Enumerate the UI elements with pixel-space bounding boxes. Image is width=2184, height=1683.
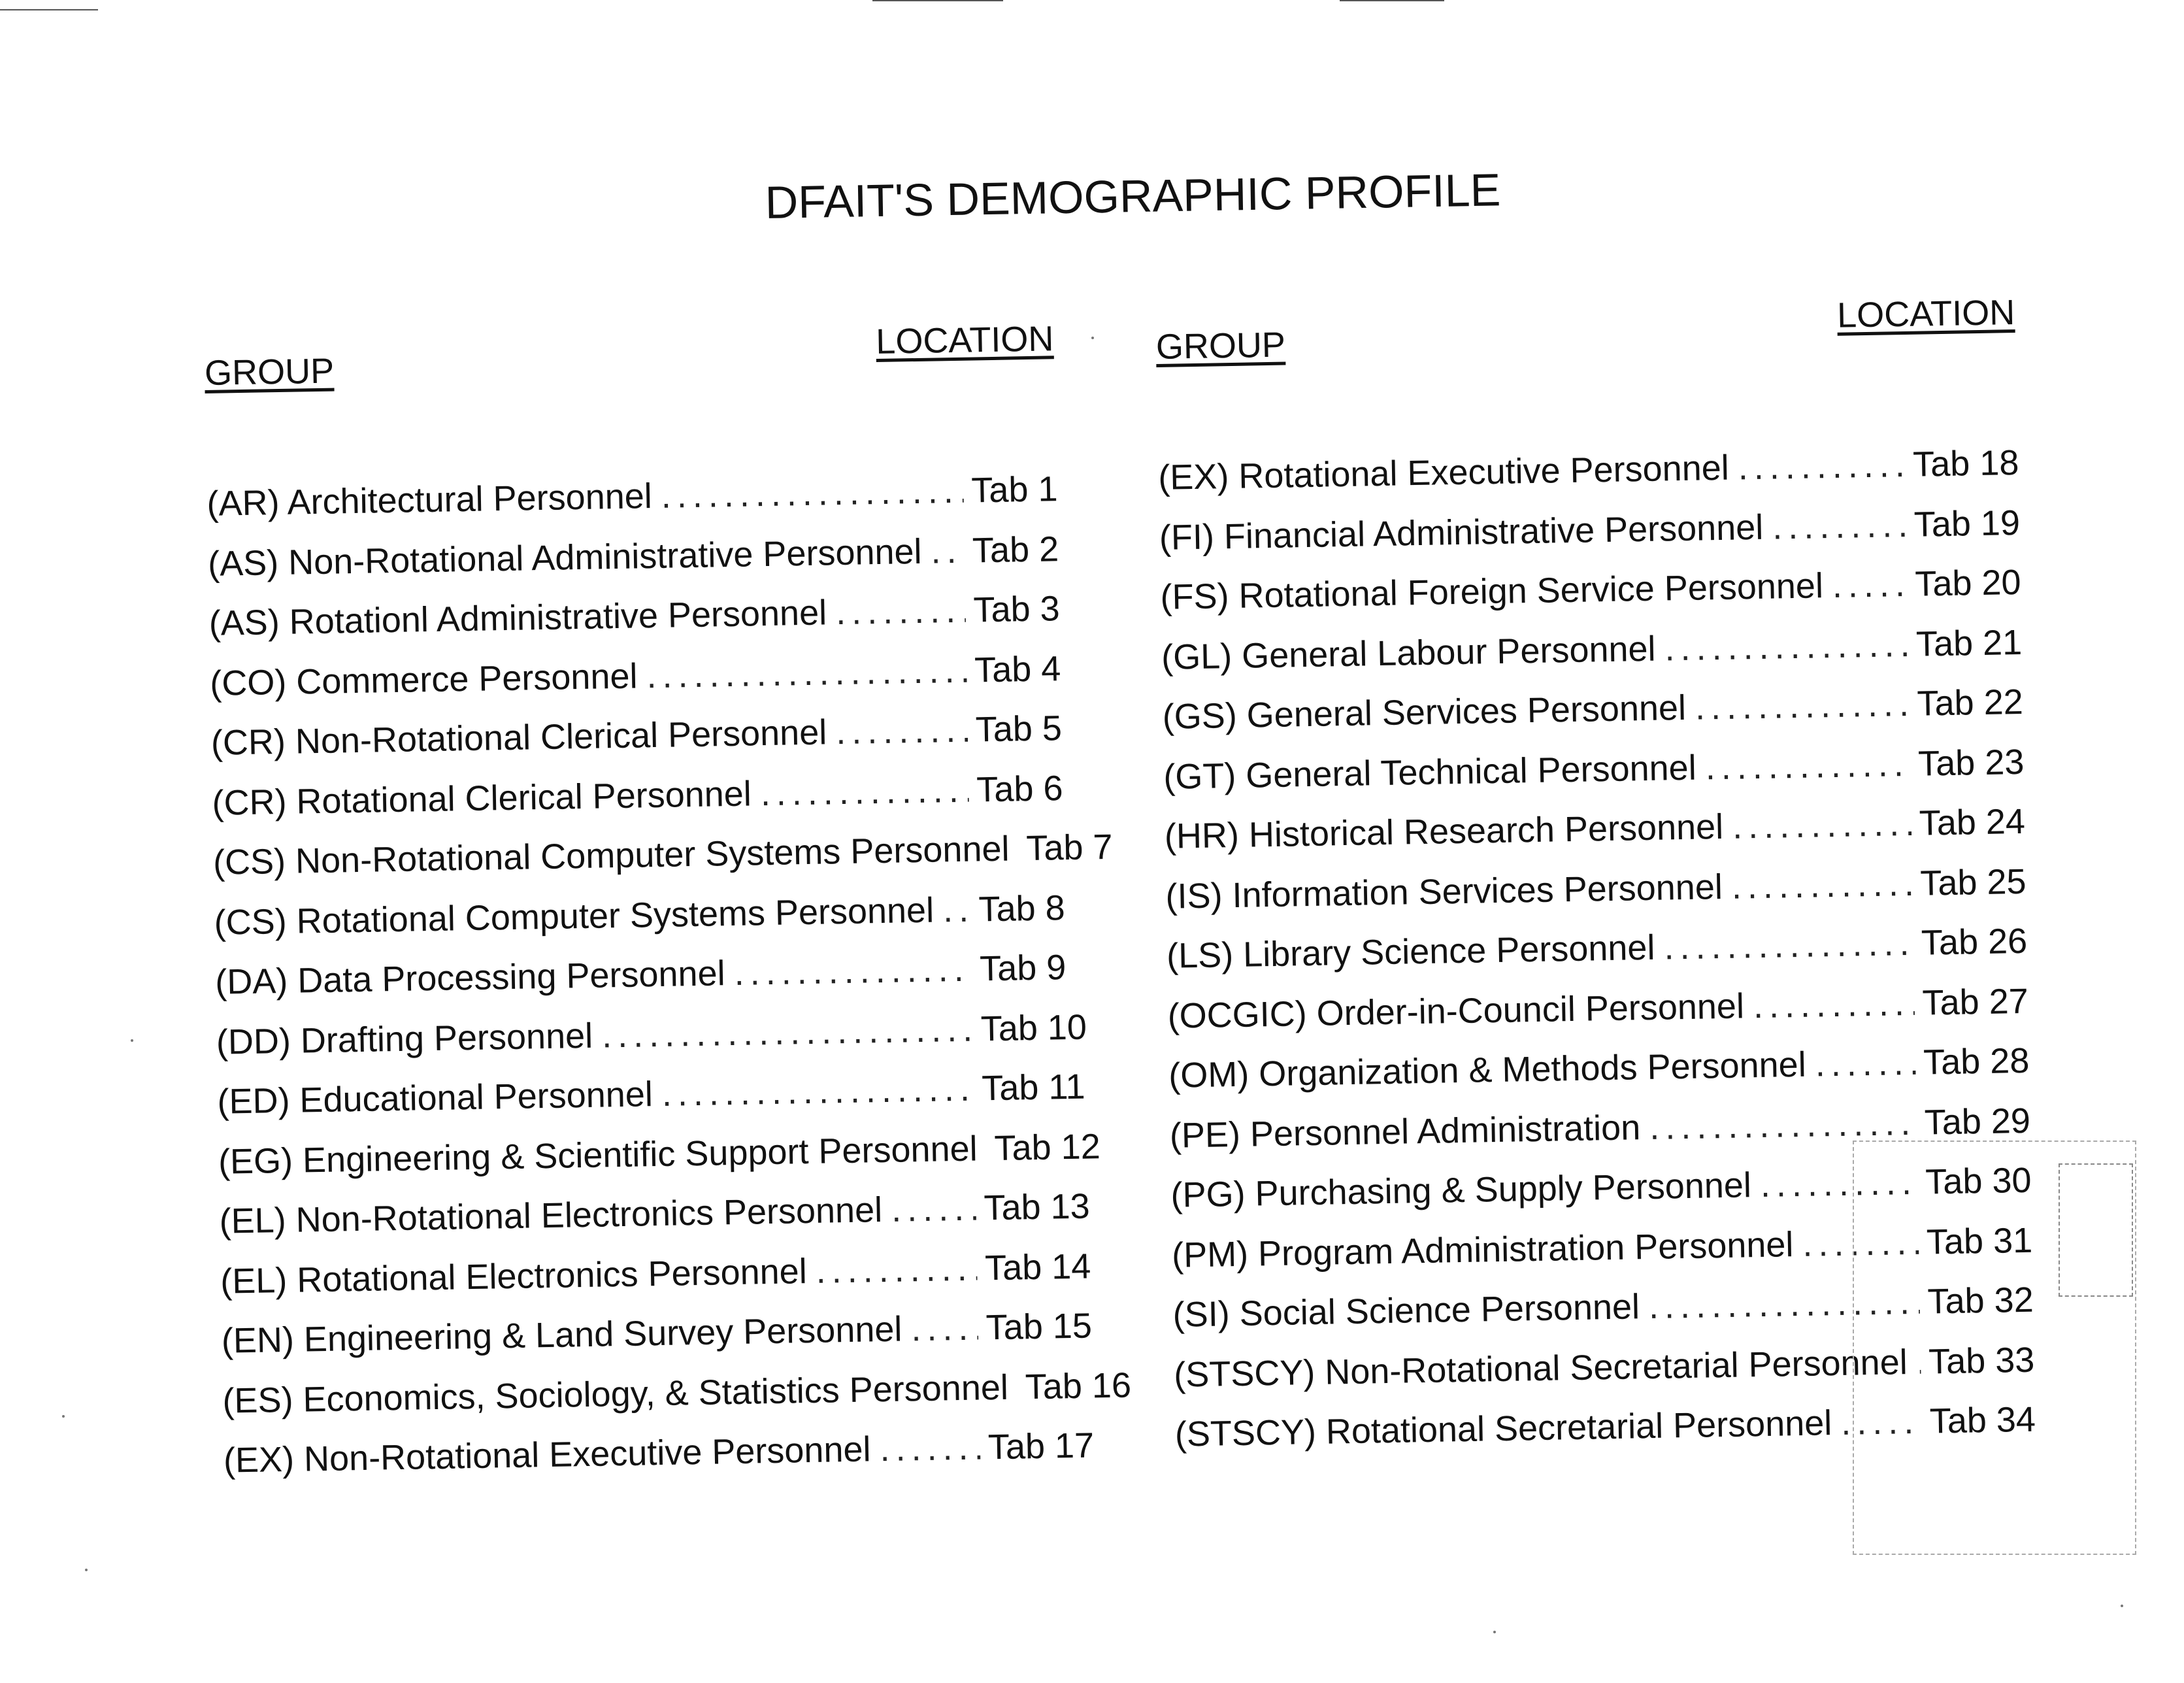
- dot-leader: [760, 769, 969, 814]
- dot-leader: [1695, 684, 1910, 728]
- tab-location: Tab 5: [975, 708, 1063, 750]
- group-label: (DA) Data Processing Personnel: [214, 954, 726, 1002]
- tab-location: Tab 20: [1914, 562, 2022, 604]
- group-label: (PE) Personnel Administration: [1169, 1107, 1641, 1156]
- tab-location: Tab 10: [980, 1007, 1087, 1048]
- dot-leader: [986, 1128, 987, 1169]
- scan-edge-line: [0, 9, 98, 10]
- dot-leader: [931, 530, 965, 571]
- group-label: (CS) Rotational Computer Systems Personnel: [214, 890, 935, 942]
- dot-leader: [1018, 828, 1019, 869]
- left-column-header: [204, 318, 1081, 412]
- dot-leader: [601, 1008, 973, 1056]
- tab-location: Tab 1: [970, 469, 1058, 510]
- tab-location: Tab 25: [1919, 861, 2027, 903]
- tab-location: Tab 24: [1919, 801, 2026, 843]
- scan-edge-line: [1340, 0, 1444, 1]
- tab-location: Tab 30: [1925, 1160, 2032, 1202]
- group-label: (GS) General Services Personnel: [1162, 688, 1687, 737]
- tab-location: Tab 18: [1912, 442, 2019, 484]
- scan-speck: [2121, 1605, 2123, 1607]
- tab-location: Tab 26: [1921, 921, 2028, 963]
- dot-leader: [734, 949, 972, 993]
- tab-location: Tab 16: [1025, 1365, 1132, 1407]
- stamp-mark: [2059, 1163, 2133, 1297]
- group-label: (STSCY) Non-Rotational Secretarial Personnel: [1173, 1342, 1908, 1395]
- scan-speck: [62, 1415, 65, 1418]
- tab-location: Tab 3: [973, 589, 1061, 630]
- tab-location: Tab 23: [1917, 742, 2025, 784]
- dot-leader: [880, 1427, 981, 1470]
- group-label: (SI) Social Science Personnel: [1172, 1287, 1640, 1335]
- dot-leader: [942, 889, 971, 930]
- left-rows: [207, 469, 1132, 1501]
- tab-location: Tab 14: [984, 1246, 1091, 1288]
- group-label: (ES) Economics, Sociology, & Statistics Personnel: [222, 1367, 1009, 1421]
- tab-location: Tab 7: [1025, 827, 1114, 869]
- group-label: (EN) Engineering & Land Survey Personnel: [221, 1309, 902, 1361]
- page-title: DFAIT'S DEMOGRAPHIC PROFILE: [765, 164, 1501, 228]
- scan-speck: [1493, 1631, 1496, 1633]
- group-label: (IS) Information Services Personnel: [1165, 867, 1723, 916]
- dot-leader: [1815, 1042, 1916, 1085]
- group-label: (AS) Non-Rotational Administrative Personnel: [207, 531, 923, 584]
- tab-location: Tab 11: [981, 1067, 1085, 1108]
- dot-leader: [1731, 863, 1913, 907]
- group-label: (PG) Purchasing & Supply Personnel: [1170, 1165, 1752, 1215]
- dot-leader: [891, 1188, 977, 1230]
- group-label: (EG) Engineering & Scientific Support Personnel: [218, 1129, 978, 1182]
- dot-leader: [1705, 743, 1911, 787]
- dot-leader: [836, 710, 968, 753]
- tab-location: Tab 22: [1917, 682, 2024, 724]
- tab-location: Tab 29: [1924, 1101, 2031, 1142]
- tab-location: Tab 19: [1913, 503, 2021, 544]
- tab-location: Tab 12: [994, 1126, 1101, 1168]
- dot-leader: [911, 1308, 978, 1350]
- group-label: (EL) Rotational Electronics Personnel: [220, 1251, 808, 1301]
- dot-leader: [1664, 624, 1909, 668]
- dot-leader: [835, 590, 966, 633]
- group-label: (DD) Drafting Personnel: [216, 1016, 593, 1062]
- tab-location: Tab 17: [987, 1425, 1095, 1467]
- scan-edge-line: [872, 0, 1003, 1]
- tab-location: Tab 34: [1929, 1399, 2036, 1441]
- group-label: (EX) Rotational Executive Personnel: [1157, 448, 1730, 497]
- dot-leader: [816, 1248, 978, 1291]
- group-label: (GT) General Technical Personnel: [1163, 748, 1697, 797]
- dot-leader: [1753, 982, 1915, 1025]
- tab-location: Tab 9: [979, 948, 1067, 989]
- group-label: (PM) Program Administration Personnel: [1171, 1224, 1794, 1275]
- group-label: (OM) Organization & Methods Personnel: [1168, 1044, 1807, 1095]
- group-label: (FS) Rotational Foreign Service Personnel: [1160, 566, 1824, 617]
- group-label: (AR) Architectural Personnel: [207, 476, 653, 524]
- group-label: (LS) Library Science Personnel: [1166, 927, 1655, 976]
- group-label: (AS) Rotationl Administrative Personnel: [208, 593, 827, 643]
- dot-leader: [661, 471, 964, 516]
- tab-location: Tab 31: [1926, 1220, 2033, 1262]
- tab-location: Tab 6: [976, 768, 1063, 809]
- scan-speck: [131, 1039, 133, 1042]
- group-header: GROUP: [1155, 325, 1286, 367]
- tab-location: Tab 27: [1922, 981, 2029, 1023]
- group-label: (CR) Non-Rotational Clerical Personnel: [210, 712, 827, 763]
- tab-location: Tab 21: [1915, 622, 2023, 664]
- tab-location: Tab 32: [1927, 1280, 2034, 1322]
- right-column-header: [1155, 293, 2023, 392]
- group-label: (GL) General Labour Personnel: [1161, 629, 1657, 677]
- group-label: (EL) Non-Rotational Electronics Personnel: [219, 1190, 883, 1241]
- group-label: (ED) Educational Personnel: [217, 1075, 654, 1122]
- left-column: [204, 318, 1132, 1501]
- tab-location: Tab 33: [1928, 1340, 2035, 1382]
- group-label: (CS) Non-Rotational Computer Systems Personnel: [212, 829, 1010, 882]
- dot-leader: [1017, 1367, 1018, 1407]
- dot-leader: [646, 650, 967, 696]
- tab-location: Tab 15: [985, 1306, 1093, 1348]
- tab-location: Tab 13: [984, 1186, 1091, 1228]
- location-header: LOCATION: [875, 319, 1054, 362]
- dot-leader: [1832, 564, 1908, 606]
- location-header: LOCATION: [1836, 293, 2015, 335]
- dot-leader: [1772, 505, 1907, 548]
- scan-speck: [1091, 337, 1094, 339]
- group-label: (CR) Rotational Clerical Personnel: [212, 773, 752, 823]
- dot-leader: [1664, 923, 1914, 968]
- group-header: GROUP: [204, 351, 335, 393]
- dot-leader: [661, 1069, 974, 1114]
- group-label: (EX) Non-Rotational Executive Personnel: [223, 1429, 871, 1480]
- scan-speck: [85, 1569, 88, 1571]
- group-label: (HR) Historical Research Personnel: [1164, 807, 1724, 856]
- tab-location: Tab 8: [978, 888, 1066, 929]
- group-label: (FI) Financial Administrative Personnel: [1159, 507, 1764, 558]
- group-label: (OCGIC) Order-in-Council Personnel: [1167, 986, 1745, 1036]
- dot-leader: [1732, 803, 1912, 847]
- group-label: (CO) Commerce Personnel: [209, 656, 638, 703]
- dot-leader: [1738, 444, 1906, 488]
- group-label: (STSCY) Rotational Secretarial Personnel: [1174, 1403, 1832, 1454]
- tab-location: Tab 4: [974, 648, 1061, 690]
- tab-location: Tab 28: [1923, 1041, 2030, 1082]
- tab-location: Tab 2: [972, 529, 1059, 571]
